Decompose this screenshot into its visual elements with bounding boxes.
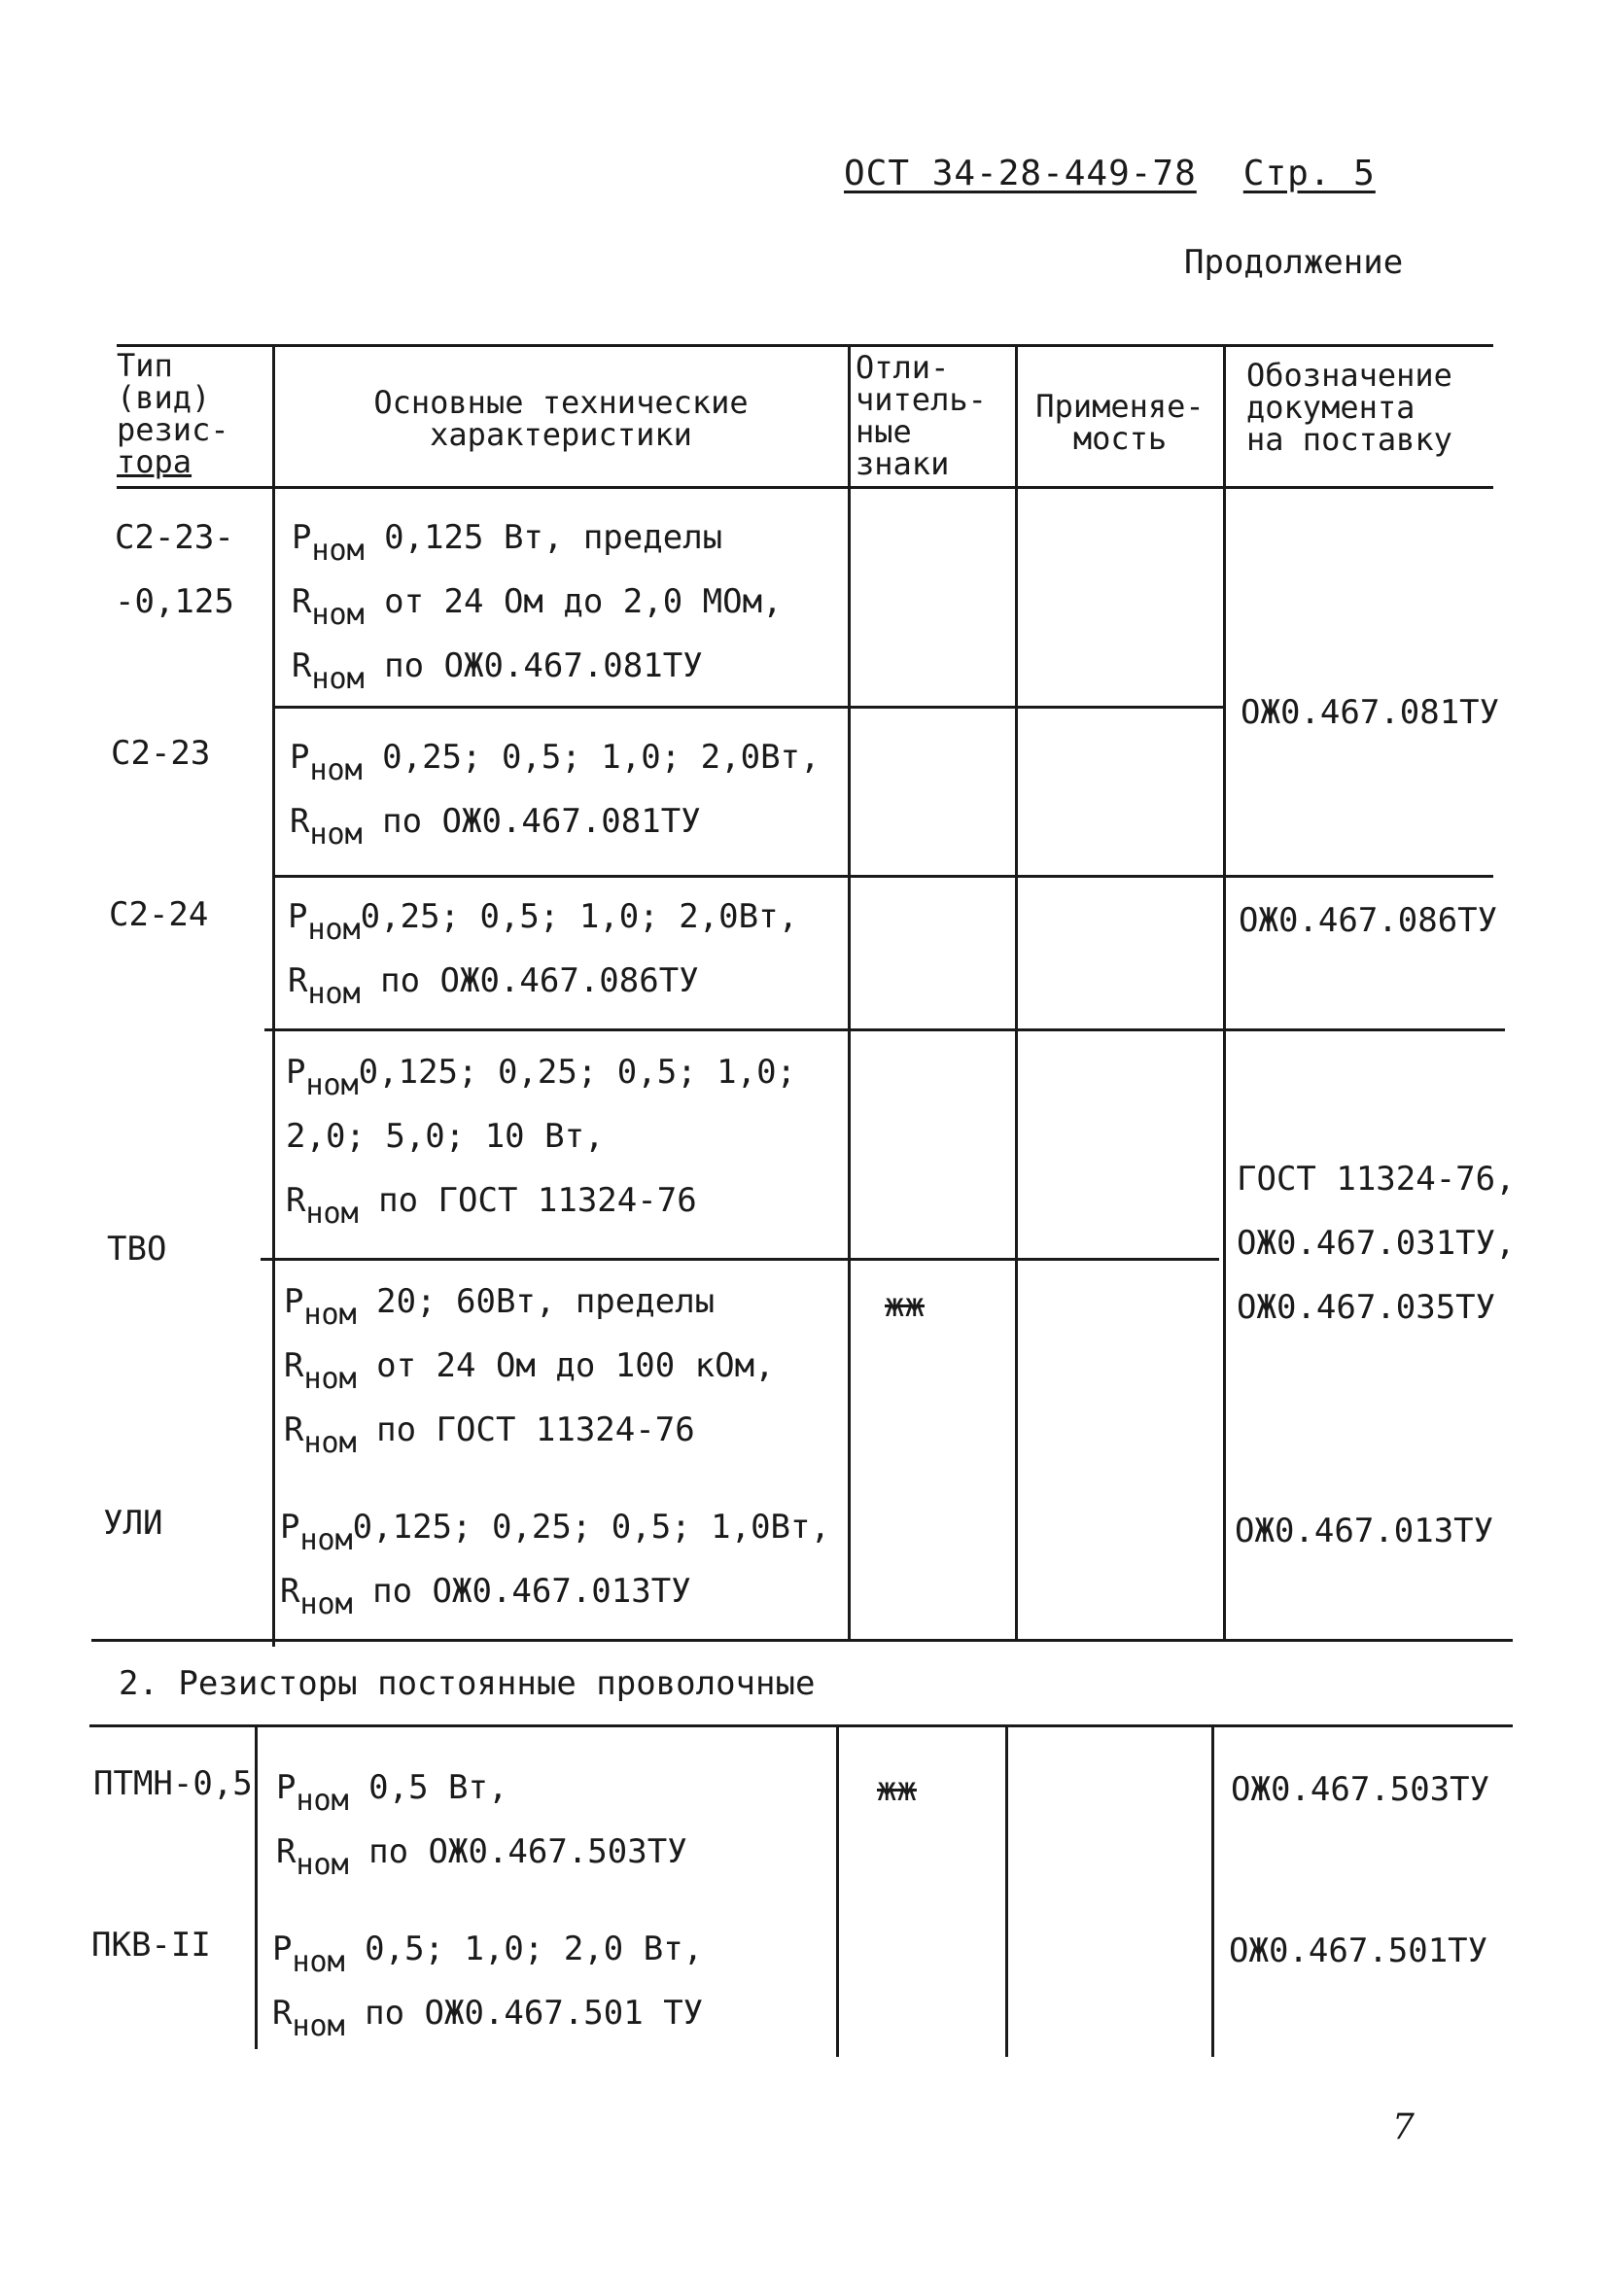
- row-characteristics: Pном 20; 60Вт, пределы Rном от 24 Ом до 100 кОм, Rном по ГОСТ 11324-76: [284, 1282, 775, 1460]
- header-document: Обозначение документа на поставку: [1246, 357, 1452, 458]
- header-type: Тип (вид) резис- тора: [117, 347, 229, 480]
- row-type: С2-23- -0,125: [115, 518, 234, 621]
- row-type: С2-23: [111, 734, 211, 773]
- section-title: 2. Резисторы постоянные проволочные: [119, 1664, 816, 1703]
- row-document: ОЖ0.467.013ТУ: [1235, 1512, 1494, 1550]
- table-rule-vertical: [1015, 344, 1018, 1639]
- distinctive-mark: жж: [877, 1770, 917, 1809]
- row-type: ПТМН-0,5: [93, 1764, 253, 1803]
- table-rule-horizontal: [89, 1724, 1513, 1727]
- row-characteristics: Pном 0,125 Вт, пределы Rном от 24 Ом до 2,0 МОм, Rном по ОЖ0.467.081ТУ: [292, 518, 783, 696]
- row-characteristics: Pном0,125; 0,25; 0,5; 1,0Вт, Rном по ОЖ0.467.013ТУ: [280, 1508, 830, 1621]
- table-rule-vertical: [272, 344, 275, 1647]
- table-rule-horizontal: [264, 1028, 1505, 1031]
- row-type: УЛИ: [103, 1504, 163, 1543]
- table-rule-horizontal: [91, 1639, 1513, 1642]
- distinctive-mark: жж: [885, 1286, 925, 1325]
- table-rule-horizontal: [272, 875, 1493, 878]
- table-rule-vertical: [1211, 1724, 1214, 2057]
- row-document: ОЖ0.467.086ТУ: [1239, 901, 1498, 940]
- row-characteristics: Pном0,125; 0,25; 0,5; 1,0; 2,0; 5,0; 10 Вт, Rном по ГОСТ 11324-76: [286, 1053, 797, 1231]
- table-rule-vertical: [836, 1724, 839, 2057]
- row-characteristics: Pном0,25; 0,5; 1,0; 2,0Вт, Rном по ОЖ0.467.086ТУ: [288, 897, 799, 1011]
- row-type: С2-24: [109, 895, 209, 934]
- row-characteristics: Pном 0,5; 1,0; 2,0 Вт, Rном по ОЖ0.467.501 ТУ: [272, 1930, 704, 2043]
- table-rule-horizontal: [117, 344, 1493, 347]
- table-rule-vertical: [255, 1724, 258, 2049]
- row-characteristics: Pном 0,25; 0,5; 1,0; 2,0Вт, Rном по ОЖ0.467.081ТУ: [290, 738, 821, 852]
- page-number: 7: [1392, 2107, 1415, 2147]
- row-characteristics: Pном 0,5 Вт, Rном по ОЖ0.467.503ТУ: [276, 1768, 687, 1882]
- row-document: ОЖ0.467.503ТУ: [1231, 1770, 1490, 1809]
- row-type: ТВО: [107, 1230, 167, 1269]
- document-header: [844, 154, 1376, 193]
- table-rule-horizontal: [261, 1258, 1219, 1261]
- table-rule-vertical: [1005, 1724, 1008, 2057]
- table-rule-horizontal: [117, 486, 1493, 489]
- header-characteristics: Основные технические характеристики: [373, 384, 749, 453]
- row-document: ОЖ0.467.501ТУ: [1229, 1931, 1488, 1970]
- table-rule-vertical: [848, 344, 851, 1639]
- page-label: Стр. 5: [1242, 154, 1376, 193]
- row-type: ПКВ-II: [91, 1926, 211, 1965]
- header-applicability: Применяе- мость: [1035, 388, 1205, 457]
- standard-number: ОСТ 34-28-449-78: [844, 154, 1197, 193]
- table-rule-horizontal: [272, 706, 1223, 709]
- row-document: ГОСТ 11324-76, ОЖ0.467.031ТУ, ОЖ0.467.035ТУ: [1237, 1160, 1516, 1327]
- continuation-label: Продолжение: [1184, 243, 1404, 282]
- header-marks: Отли- читель- ные знаки: [856, 349, 987, 482]
- row-document: ОЖ0.467.081ТУ: [1241, 693, 1500, 732]
- table-rule-vertical: [1223, 344, 1226, 1639]
